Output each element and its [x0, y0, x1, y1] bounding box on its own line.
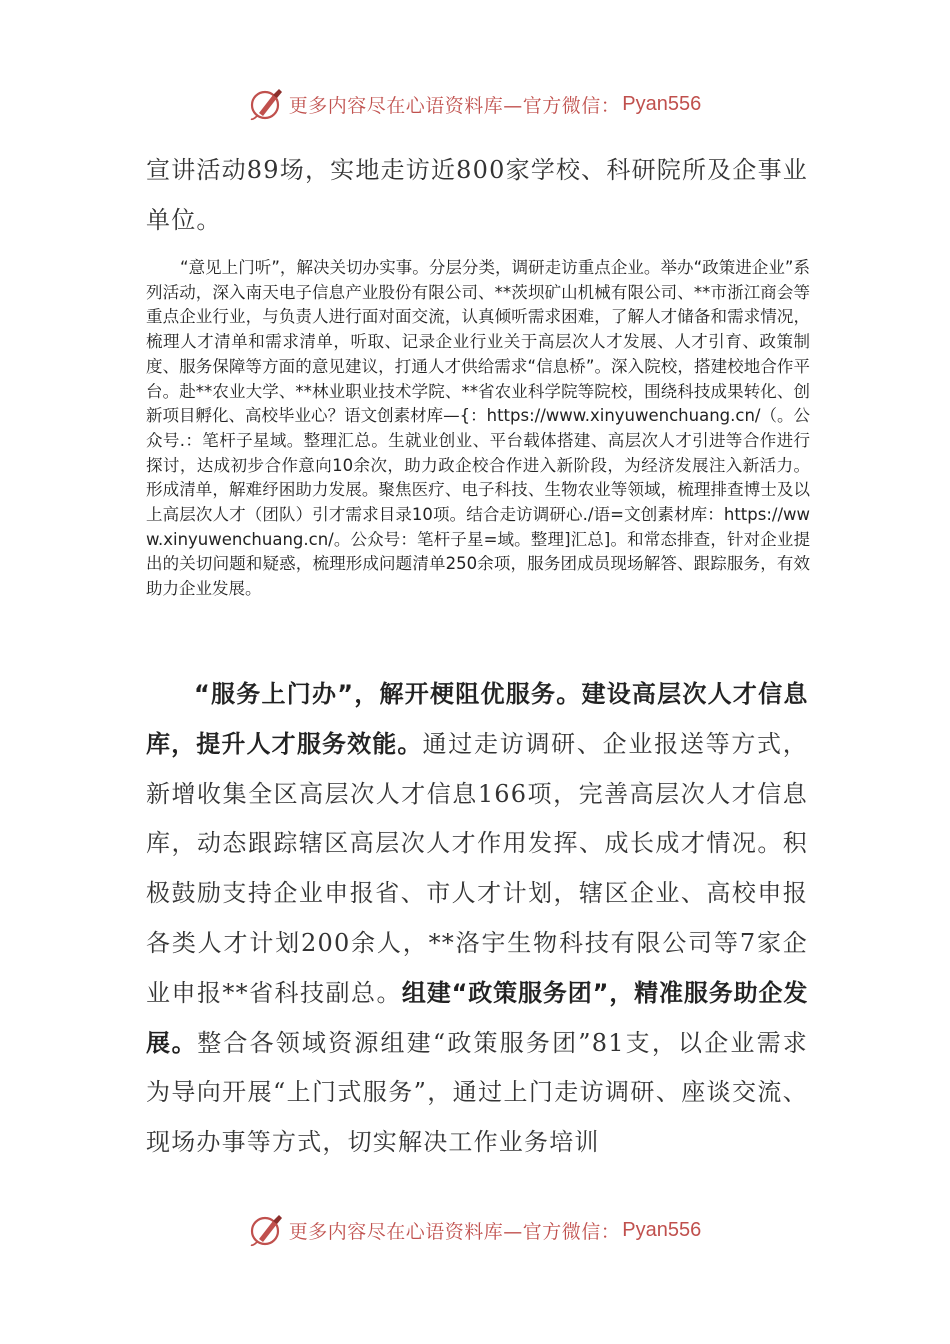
heading-policy-team: 组建“政策服务团”，精准服务助企发展。 — [146, 978, 809, 1057]
pen-logo-icon — [249, 86, 285, 122]
header-wechat-id: Pyan556 — [622, 92, 702, 115]
paragraph-opinions: “意见上门听”，解决关切办实事。分层分类，调研走访重点企业。举办“政策进企业”系列活动，深入南天电子信息产业股份有限公司、**茨坝矿山机械有限公司、**市浙江商会等重点企业行业，与负责人进行面对面交流，认真倾听需求困难，了解人才储备和需求情况，梳理人才清单和需求清单，听取、记录企业行业关于高层次人才发展、人才引育、政策制度、服务保障等方面的意见建议，打通人才供给需求“信息桥”。深入院校，搭建校地合作平台。赴**农业大学、**林业职业技术学院、**省农业科学院等院校，围绕科技成果转化、创新项目孵化、高校毕业心？语文创素材库—{：https://www.xinyuwenchuang.cn/（。公众号.：笔杆子星域。整理汇总。生就业创业、平台载体搭建、高层次人才引进等合作进行探讨，达成初步合作意向10余次，助力政企校合作进入新阶段，为经济发展注入新活力。形成清单，解难纾困助力发展。聚焦医疗、电子科技、生物农业等领域，梳理排查博士及以上高层次人才（团队）引才需求目录10项。结合走访调研心./语=文创素材库：https://www.xinyuwenchuang.cn/。公众号：笔杆子星=域。整理]汇总]。和常态排查，针对企业提出的关切问题和疑惑，梳理形成问题清单250余项，服务团成员现场解答、跟踪服务，有效助力企业发展。 — [146, 258, 810, 599]
header-banner-text: 更多内容尽在心语资料库—官方微信： — [288, 94, 621, 117]
text-talent-database: 通过走访调研、企业报送等方式，新增收集全区高层次人才信息166项，完善高层次人才信息库，动态跟踪辖区高层次人才作用发挥、成长成才情况。积极鼓励支持企业申报省、市人才计划，辖区企业、高校申报各类人才计划200余人，**洛宇生物科技有限公司等7家企业申报**省科技副总。 — [146, 729, 808, 1007]
pen-logo-icon — [249, 1212, 285, 1248]
text-policy-team: 整合各领域资源组建“政策服务团”81支，以企业需求为导向开展“上门式服务”，通过上门走访调研、座谈交流、现场办事等方式，切实解决工作业务培训 — [146, 1028, 809, 1157]
paragraph-intro: 宣讲活动89场，实地走访近800家学校、科研院所及企事业单位。 — [146, 156, 808, 234]
paragraph-services — [146, 670, 808, 1168]
header-banner — [0, 82, 950, 126]
heading-service-door: “服务上门办”，解开梗阻优服务。建设高层次人才信息库，提升人才服务效能。 — [146, 680, 808, 758]
footer-wechat-id: Pyan556 — [622, 1218, 702, 1241]
footer-banner-text: 更多内容尽在心语资料库—官方微信： — [288, 1220, 621, 1243]
footer-banner — [0, 1208, 950, 1252]
